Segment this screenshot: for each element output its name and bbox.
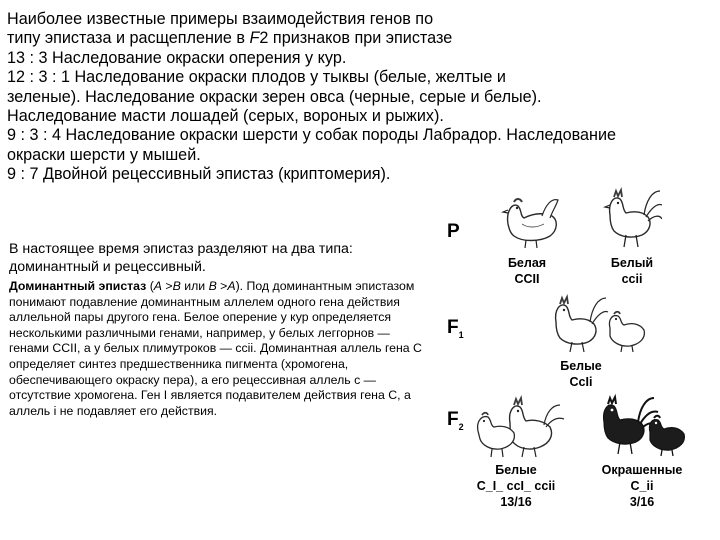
f2-colored-chickens-illustration: [596, 392, 686, 458]
dominant-epistasis-term: Доминантный эпистаз: [9, 279, 147, 293]
intro-title: Наиболее известные примеры взаимодействия генов по: [7, 10, 434, 28]
f2-white-chickens-illustration: [474, 395, 566, 459]
generation-f2-label: $F_2$: [447, 409, 464, 432]
parent2-genotype: ccii: [621, 272, 643, 286]
f1-white-chickens-illustration: [548, 292, 648, 354]
white-rooster-illustration: [600, 185, 662, 251]
f1-name: Белые: [560, 359, 602, 373]
f2-white-ratio: 13/16: [500, 495, 532, 509]
ratio-line: 12 : 3 : 1 Наследование окраски плодов у тыквы (белые, желтые и: [7, 68, 506, 87]
ratio-line: Наследование масти лошадей (серых, вороных и рыжих).: [7, 107, 444, 126]
parent2-name: Белый: [610, 256, 654, 270]
generation-p-label: P: [447, 221, 460, 242]
f1-genotype: CcIi: [569, 375, 593, 389]
ratio-line: зеленые). Наследование окраски зерен овса (черные, серые и белые).: [7, 87, 542, 106]
white-hen-illustration: [500, 190, 562, 250]
f2-colored-label: [590, 462, 694, 510]
f2-colored-ratio: 3/16: [629, 495, 655, 509]
f2-white-name: Белые: [495, 463, 537, 477]
ratio-line: 9 : 3 : 4 Наследование окраски шерсти у собак породы Лабрадор. Наследование: [7, 126, 616, 145]
intro-title-line2: типу эпистаза и расщепление в F2 признаков при эпистазе: [7, 29, 453, 48]
intro-text: [7, 10, 713, 185]
parent2-label: [598, 255, 666, 287]
ratio-line: 9 : 7 Двойной рецессивный эпистаз (криптомерия).: [7, 165, 391, 184]
f2-colored-name: Окрашенные: [601, 463, 683, 477]
f2-white-label: [456, 462, 576, 510]
f2-white-genotype: C_I_ ccI_ ccii: [476, 479, 556, 493]
description-body: Доминантный эпистаз (А >В или В >А). Под доминантным эпистазом понимают подавление доминантным аллелем одного гена действия аллельной пары другого гена. Белое оперение у кур определяется несколькими различными генами, например, у белых леггорнов — генами CCII, а у белых плимутроков — ccii. Доминантная аллель гена С определяет синтез предшественника пигмента (хромогена, обеспечивающего окраску пера), а его рецессивная аллель с — отсутствие хромогена. Ген I является подавителем действия гена С, а аллель i не подавляет его действия.: [9, 279, 422, 418]
ratio-line: окраски шерсти у мышей.: [7, 145, 201, 164]
description-lead: В настоящее время эпистаз разделяют на два типа: доминантный и рецессивный.: [9, 241, 353, 275]
f2-colored-genotype: C_ii: [630, 479, 654, 493]
f1-label: [548, 358, 614, 390]
parent1-name: Белая: [507, 256, 547, 270]
epistasis-description: [9, 240, 429, 419]
generation-f1-label: $F_1$: [447, 317, 464, 340]
ratio-line: 13 : 3 Наследование окраски оперения у кур.: [7, 48, 347, 67]
parent1-genotype: CCII: [514, 272, 540, 286]
parent1-label: [495, 255, 559, 287]
